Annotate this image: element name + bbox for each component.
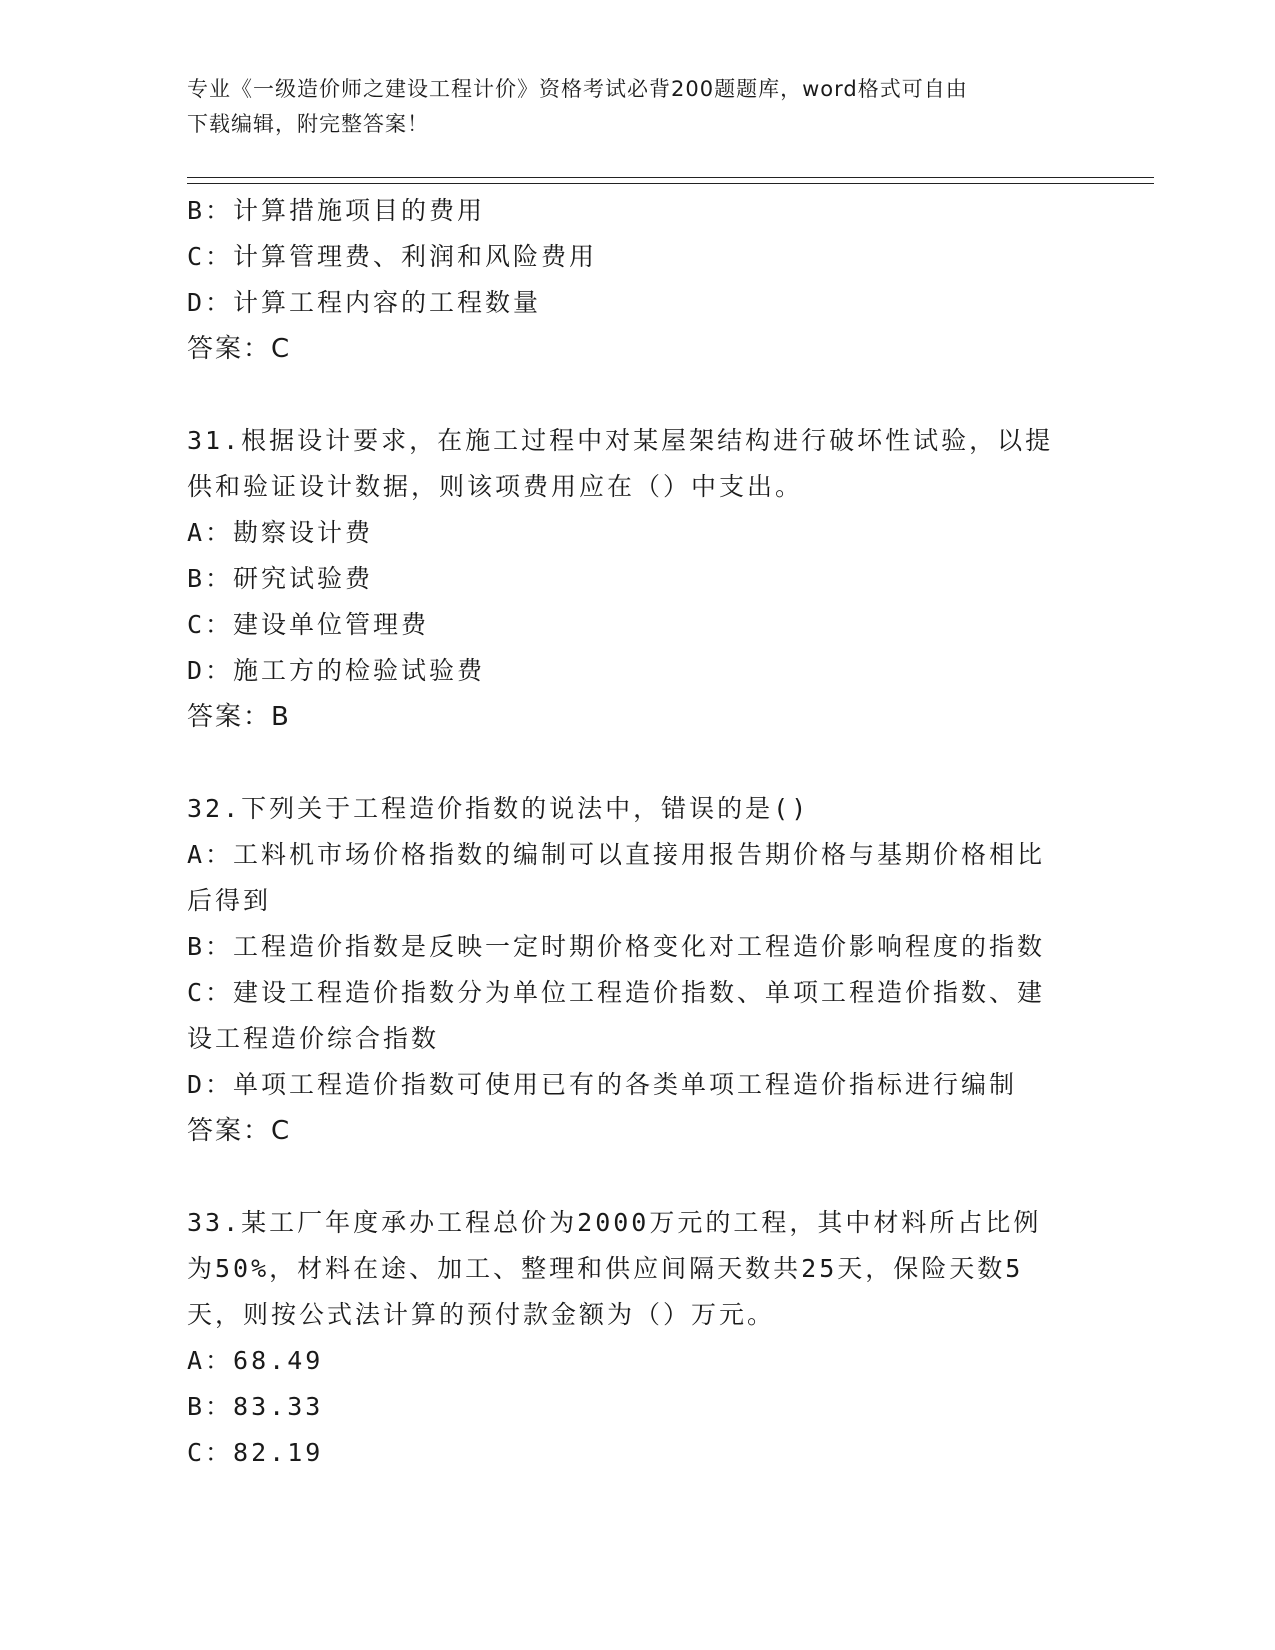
option-c: C：计算管理费、利润和风险费用 [187, 242, 598, 271]
question-stem: 32.下列关于工程造价指数的说法中，错误的是() [187, 794, 810, 823]
answer: 答案：B [187, 702, 291, 732]
question-stem: 31.根据设计要求，在施工过程中对某屋架结构进行破坏性试验，以提 [187, 426, 1054, 455]
answer: 答案：C [187, 1116, 292, 1146]
document-body [187, 188, 1087, 1476]
option-b: B：83.33 [187, 1392, 324, 1421]
option-c: C：82.19 [187, 1438, 324, 1467]
option-d: D：计算工程内容的工程数量 [187, 288, 542, 317]
answer: 答案：C [187, 334, 292, 364]
question-stem: 天，则按公式法计算的预付款金额为（）万元。 [187, 1300, 776, 1329]
option-c: C：建设工程造价指数分为单位工程造价指数、单项工程造价指数、建 [187, 978, 1046, 1007]
header-line-2: 下载编辑，附完整答案！ [187, 112, 429, 136]
option-d: D：施工方的检验试验费 [187, 656, 486, 685]
option-b: B：研究试验费 [187, 564, 374, 593]
option-a: A：68.49 [187, 1346, 324, 1375]
question-stem: 为50%，材料在途、加工、整理和供应间隔天数共25天，保险天数5 [187, 1254, 1024, 1283]
question-33 [187, 1200, 1087, 1476]
option-c-continued: 设工程造价综合指数 [187, 1024, 440, 1053]
question-30-continued [187, 188, 1087, 372]
option-a: A：勘察设计费 [187, 518, 374, 547]
question-stem: 供和验证设计数据，则该项费用应在（）中支出。 [187, 472, 804, 501]
header-divider-top [187, 177, 1154, 178]
option-a: A：工料机市场价格指数的编制可以直接用报告期价格与基期价格相比 [187, 840, 1046, 869]
option-d: D：单项工程造价指数可使用已有的各类单项工程造价指标进行编制 [187, 1070, 1018, 1099]
header-divider-bottom [187, 183, 1154, 184]
question-31 [187, 418, 1087, 740]
option-b: B：计算措施项目的费用 [187, 196, 486, 225]
option-b: B：工程造价指数是反映一定时期价格变化对工程造价影响程度的指数 [187, 932, 1046, 961]
question-stem: 33.某工厂年度承办工程总价为2000万元的工程，其中材料所占比例 [187, 1208, 1042, 1237]
spacer [187, 372, 1087, 418]
option-c: C：建设单位管理费 [187, 610, 430, 639]
spacer [187, 740, 1087, 786]
question-32 [187, 786, 1087, 1154]
header-line-1: 专业《一级造价师之建设工程计价》资格考试必背200题题库，word格式可自由 [187, 77, 968, 101]
document-header [187, 72, 1087, 142]
option-a-continued: 后得到 [187, 886, 272, 915]
spacer [187, 1154, 1087, 1200]
